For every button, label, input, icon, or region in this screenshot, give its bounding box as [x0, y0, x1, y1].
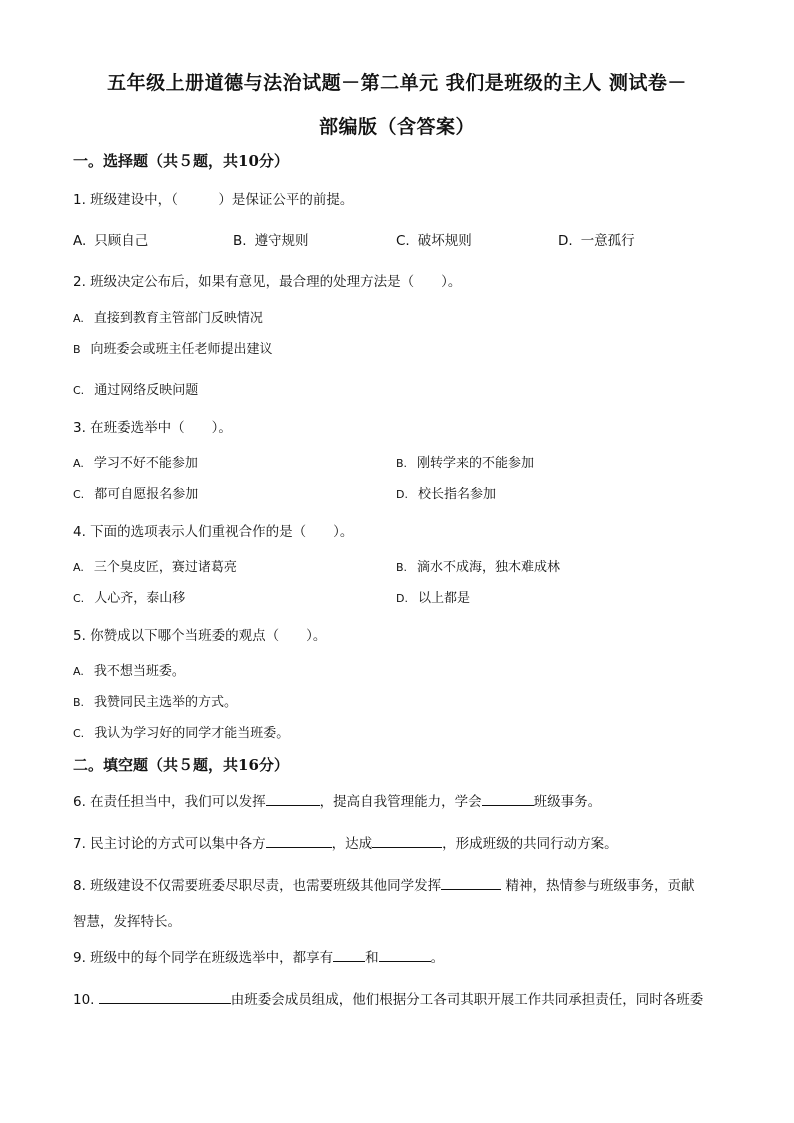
option-letter: D.	[558, 233, 573, 249]
answer-blank[interactable]	[99, 990, 231, 1004]
option-text: 都可自愿报名参加	[94, 487, 199, 502]
question-6	[73, 790, 601, 810]
question-10-text-2: 由班委会成员组成，他们根据分工各司其职开展工作共同承担责任，同时各班委	[230, 992, 704, 1008]
option-letter: C.	[73, 384, 85, 397]
option-text: 三个臭皮匠，赛过诸葛亮	[93, 560, 237, 575]
question-2-option-b	[73, 338, 273, 357]
exam-title-line-2: 部编版（含答案）	[318, 116, 475, 138]
section-heading-fill-blank: 二。填空题（共５题，共16分）	[73, 756, 289, 774]
question-3-option-c	[73, 483, 198, 502]
option-letter: C.	[73, 592, 85, 605]
option-letter: B	[73, 343, 81, 356]
option-letter: A.	[73, 457, 84, 470]
option-letter: B.	[73, 696, 85, 709]
option-letter: A.	[73, 561, 84, 574]
answer-blank[interactable]	[333, 948, 365, 962]
option-text: 我赞同民主选举的方式。	[94, 695, 238, 710]
answer-blank[interactable]	[266, 834, 332, 848]
option-letter: C.	[73, 488, 85, 501]
answer-blank[interactable]	[482, 792, 534, 806]
question-8-line-1	[73, 874, 694, 894]
option-text: 破坏规则	[417, 233, 472, 249]
option-text: 校长指名参加	[417, 487, 496, 502]
option-letter: A.	[73, 233, 87, 249]
question-6-text-1: 6. 在责任担当中，我们可以发挥	[73, 794, 266, 810]
question-5-option-a	[73, 660, 185, 679]
option-text: 一意孤行	[580, 233, 635, 249]
question-2-option-a	[73, 307, 263, 326]
question-3-option-a	[73, 452, 198, 471]
option-letter: A.	[73, 312, 84, 325]
question-5-option-c	[73, 722, 289, 741]
option-letter: B.	[396, 561, 408, 574]
question-9-text-1: 9. 班级中的每个同学在班级选举中，都享有	[73, 950, 334, 966]
option-letter: B.	[396, 457, 408, 470]
question-1-stem: 1. 班级建设中，（ ）是保证公平的前提。	[73, 192, 354, 208]
question-9	[73, 946, 444, 966]
question-7	[73, 832, 618, 852]
question-8-line-2	[73, 910, 181, 930]
question-2-stem: 2. 班级决定公布后，如果有意见，最合理的处理方法是（ ）。	[73, 274, 462, 290]
question-1-option-d	[558, 229, 635, 249]
option-letter: C.	[73, 727, 85, 740]
question-3-option-b	[396, 452, 534, 471]
option-text: 我不想当班委。	[93, 664, 185, 679]
question-7-text-1: 7. 民主讨论的方式可以集中各方	[73, 836, 266, 852]
option-text: 刚转学来的不能参加	[417, 456, 535, 471]
answer-blank[interactable]	[379, 948, 431, 962]
question-6-text-2: ，提高自我管理能力，学会	[319, 794, 482, 810]
question-7-text-3: ，形成班级的共同行动方案。	[442, 836, 618, 852]
option-text: 我认为学习好的同学才能当班委。	[94, 726, 290, 741]
question-7-text-2: ，达成	[331, 836, 373, 852]
question-4-option-d	[396, 587, 470, 606]
question-1-option-c	[396, 229, 472, 249]
question-9-text-3: 。	[430, 950, 445, 966]
option-text: 遵守规则	[254, 233, 309, 249]
question-1-option-b	[233, 229, 309, 249]
section-heading-choice: 一。选择题（共５题，共10分）	[73, 152, 289, 170]
option-text: 通过网络反映问题	[94, 383, 199, 398]
question-2-option-c	[73, 379, 198, 398]
question-5-stem: 5. 你赞成以下哪个当班委的观点（ ）。	[73, 628, 327, 644]
option-letter: A.	[73, 665, 84, 678]
option-text: 滴水不成海，独木难成林	[417, 560, 561, 575]
option-text: 直接到教育主管部门反映情况	[93, 311, 263, 326]
option-text: 只顾自己	[94, 233, 149, 249]
question-4-option-a	[73, 556, 237, 575]
option-letter: B.	[233, 233, 247, 249]
option-text: 人心齐，泰山移	[94, 591, 186, 606]
answer-blank[interactable]	[441, 876, 501, 890]
question-9-text-2: 和	[365, 950, 379, 966]
question-10	[73, 988, 703, 1008]
option-text: 学习不好不能参加	[93, 456, 198, 471]
question-8-text-1: 8. 班级建设不仅需要班委尽职尽责，也需要班级其他同学发挥	[73, 878, 442, 894]
question-6-text-3: 班级事务。	[533, 794, 602, 810]
question-10-text-1: 10.	[73, 992, 99, 1008]
option-letter: D.	[396, 488, 408, 501]
question-8-text-2: 精神，热情参与班级事务，贡献	[501, 878, 695, 894]
question-3-option-d	[396, 483, 496, 502]
question-8-text-3: 智慧，发挥特长。	[73, 914, 181, 930]
option-text: 向班委会或班主任老师提出建议	[90, 342, 273, 357]
question-1-option-a	[73, 229, 148, 249]
question-4-option-c	[73, 587, 185, 606]
question-4-option-b	[396, 556, 560, 575]
answer-blank[interactable]	[372, 834, 442, 848]
option-text: 以上都是	[417, 591, 470, 606]
question-5-option-b	[73, 691, 237, 710]
option-letter: C.	[396, 233, 410, 249]
question-4-stem: 4. 下面的选项表示人们重视合作的是（ ）。	[73, 524, 354, 540]
exam-title-line-1: 五年级上册道德与法治试题－第二单元 我们是班级的主人 测试卷－	[107, 72, 687, 94]
answer-blank[interactable]	[266, 792, 320, 806]
question-3-stem: 3. 在班委选举中（ ）。	[73, 420, 232, 436]
option-letter: D.	[396, 592, 408, 605]
